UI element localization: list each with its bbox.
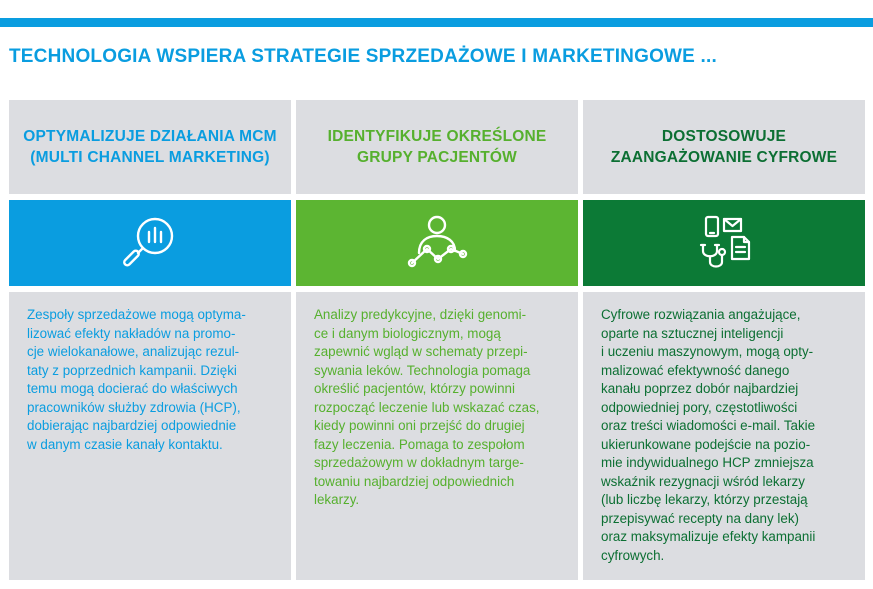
text-line: odpowiedniej pory, częstotliwości (601, 399, 798, 415)
text-line: mie indywidualnego HCP zmniejsza (601, 455, 814, 470)
icon-band (583, 200, 865, 286)
text-line: lekarzy. (314, 492, 360, 507)
text-line: Cyfrowe rozwiązania angażujące, (601, 307, 801, 322)
column-heading-line: OPTYMALIZUJE DZIAŁANIA MCM (23, 128, 277, 145)
text-line: rozpocząć leczenie lub wskazać czas, (314, 399, 540, 415)
text-line: sprzedażowym w dokładnym targe- (314, 455, 524, 470)
column-heading-box (9, 100, 291, 194)
text-line: sywania leków. Technologia pomaga (314, 362, 531, 378)
text-line: oraz maksymalizuje efekty kampanii (601, 529, 816, 544)
text-line: (lub liczbę lekarzy, którzy przestają (601, 492, 808, 507)
column-heading-line: DOSTOSOWUJE (661, 128, 787, 145)
icon-band (296, 200, 578, 286)
text-line: i uczeniu maszynowym, mogą opty- (601, 344, 814, 359)
magnifier-chart-icon (118, 211, 182, 275)
top-accent-bar (0, 18, 873, 27)
text-line: cje wielokanałowe, analizując rezul- (27, 344, 240, 359)
column-body (583, 292, 865, 580)
text-line: oraz treści wiadomości e-mail. Takie (601, 418, 816, 433)
column-heading-box (296, 100, 578, 194)
text-line: Analizy predykcyjne, dzięki genomi- (314, 307, 527, 322)
person-network-icon (405, 211, 469, 275)
column-body (296, 292, 578, 580)
text-line: przepisywać recepty na dany lek) (601, 510, 799, 526)
text-line: malizować efektywność danego (601, 362, 790, 378)
text-line: cyfrowych. (601, 547, 665, 563)
text-line: oparte na sztucznej inteligencji (601, 325, 784, 341)
column-heading-line: (MULTI CHANNEL MARKETING) (30, 149, 270, 166)
column-digital (583, 100, 865, 580)
text-line: kiedy powinni oni przejść do drugiej (314, 418, 525, 433)
text-line: taty z poprzednich kampanii. Dzięki (27, 362, 237, 378)
text-line: towaniu najbardziej odpowiednich (314, 473, 515, 489)
text-line: zapewnić wgląd w schematy przepi- (314, 344, 528, 359)
column-text (314, 306, 566, 510)
icon-band (9, 200, 291, 286)
column-heading-line: IDENTYFIKUJE OKREŚLONE (327, 128, 547, 145)
text-line: w danym czasie kanały kontaktu. (27, 436, 223, 452)
digital-channels-icon (692, 211, 756, 275)
text-line: dobierając najbardziej odpowiednie (27, 418, 237, 433)
text-line: pracowników służby zdrowia (HCP), (27, 399, 241, 415)
text-line: określić pacjentów, którzy powinni (314, 381, 515, 396)
column-heading-box (583, 100, 865, 194)
column-text (27, 306, 279, 454)
column-text (601, 306, 853, 565)
text-line: lizować efekty nakładów na promo- (27, 325, 236, 341)
column-body (9, 292, 291, 580)
text-line: fazy leczenia. Pomaga to zespołom (314, 436, 525, 452)
column-heading-line: ZAANGAŻOWANIE CYFROWE (610, 149, 838, 166)
page-title: TECHNOLOGIA WSPIERA STRATEGIE SPRZEDAŻOWE I MARKETINGOWE ... (9, 46, 717, 67)
column-heading-line: GRUPY PACJENTÓW (356, 149, 518, 166)
text-line: Zespoły sprzedażowe mogą optyma- (27, 307, 246, 322)
column-patients (296, 100, 578, 580)
text-line: ce i danym biologicznym, mogą (314, 325, 501, 341)
text-line: temu mogą docierać do właściwych (27, 381, 238, 396)
text-line: kanału poprzez dobór najbardziej (601, 381, 799, 396)
text-line: wskaźnik rezygnacji wśród lekarzy (601, 473, 805, 489)
text-line: ukierunkowane podejście na pozio- (601, 436, 811, 452)
column-mcm (9, 100, 291, 580)
